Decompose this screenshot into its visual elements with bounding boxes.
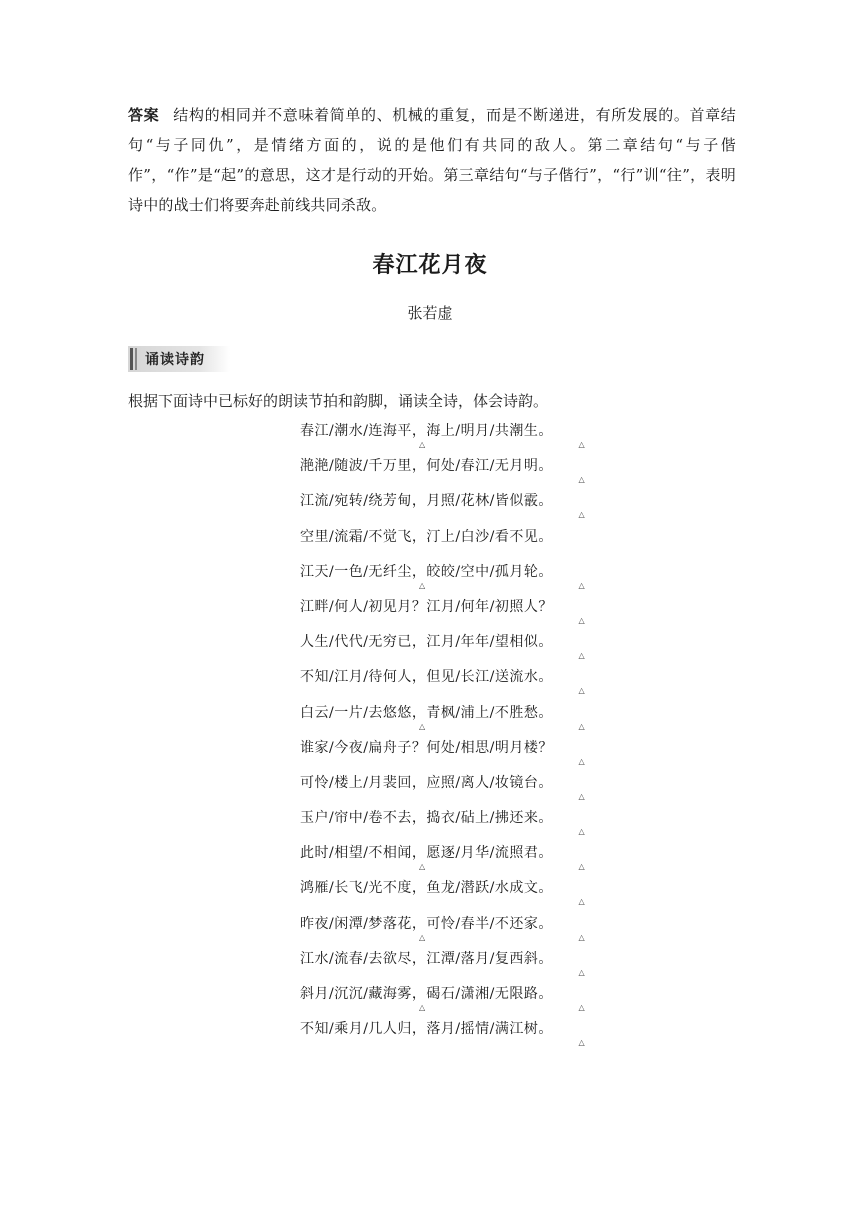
rhyme-mark-icon: △ — [578, 475, 586, 485]
poem-line-text: 空里/流霜/不觉飞，汀上/白沙/看不见。 — [300, 528, 553, 545]
rhyme-mark-icon: △ — [419, 862, 426, 872]
rhyme-mark-icon: △ — [419, 932, 426, 942]
rhyme-mark-icon: △ — [578, 651, 586, 661]
poem-line — [300, 664, 620, 699]
reading-instruction: 根据下面诗中已标好的朗读节拍和韵脚，诵读全诗，体会诗韵。 — [128, 392, 549, 410]
rhyme-mark-icon: △ — [419, 580, 426, 590]
poem-line-text: 谁家/今夜/扁舟子？何处/相思/明月楼？ — [300, 739, 553, 756]
poem-line-text: 不知/江月/待何人，但见/长江/送流水。 — [300, 669, 553, 686]
poem-line — [300, 453, 620, 488]
poem-line — [300, 840, 620, 875]
poem-line-text: 不知/乘月/几人归，落月/摇情/满江树。 — [300, 1021, 553, 1038]
rhyme-mark-icon: △ — [578, 756, 586, 766]
poem-line — [300, 488, 620, 523]
poem-line — [300, 629, 620, 664]
answer-label: 答案 — [128, 106, 160, 124]
rhyme-mark-icon: △ — [578, 967, 586, 977]
answer-paragraph — [128, 100, 736, 220]
poem-title: 春江花月夜 — [372, 253, 488, 278]
poem-line — [300, 735, 620, 770]
poem-line — [300, 1016, 620, 1051]
poem-line — [300, 418, 620, 453]
poem-line-text: 斜月/沉沉/藏海雾，碣石/潇湘/无限路。 — [300, 986, 553, 1002]
poem-line — [300, 559, 620, 594]
poem-line-text: 此时/相望/不相闻，愿逐/月华/流照君。 — [300, 845, 553, 862]
rhyme-mark-icon: △ — [578, 580, 586, 590]
poem-line — [300, 875, 620, 910]
poem-line — [300, 770, 620, 805]
poem-line-text: 春江/潮水/连海平，海上/明月/共潮生。 — [300, 423, 553, 439]
rhyme-mark-icon: △ — [578, 1003, 586, 1012]
poem-line — [300, 594, 620, 629]
rhyme-mark-icon: △ — [578, 862, 586, 872]
rhyme-mark-icon: △ — [578, 791, 586, 801]
poem-body — [300, 418, 620, 1051]
poem-line — [300, 946, 620, 981]
poem-line-text: 江畔/何人/初见月？江月/何年/初照人？ — [300, 598, 553, 615]
poem-line — [300, 524, 620, 559]
rhyme-mark-icon: △ — [578, 1038, 586, 1048]
poem-author: 张若虚 — [407, 304, 453, 322]
section-bars-icon — [130, 348, 137, 370]
poem-line-text: 江流/宛转/绕芳甸，月照/花林/皆似霰。 — [300, 493, 553, 510]
poem-line-text: 鸿雁/长飞/光不度，鱼龙/潜跃/水成文。 — [300, 880, 553, 897]
rhyme-mark-icon: △ — [578, 897, 586, 907]
rhyme-mark-icon: △ — [578, 827, 586, 837]
rhyme-mark-icon: △ — [578, 510, 586, 520]
section-tag — [128, 346, 230, 372]
poem-line-text: 江水/流春/去欲尽，江潭/落月/复西斜。 — [300, 950, 553, 967]
rhyme-mark-icon: △ — [578, 686, 586, 696]
section-tag-label: 诵读诗韵 — [145, 352, 205, 368]
poem-line — [300, 805, 620, 840]
poem-line-text: 可怜/楼上/月裴回，应照/离人/妆镜台。 — [300, 774, 553, 791]
poem-line — [300, 981, 620, 1016]
poem-line-text: 滟滟/随波/千万里，何处/春江/无月明。 — [300, 458, 553, 475]
answer-text: 结构的相同并不意味着简单的、机械的重复，而是不断递进，有所发展的。首章结句“与子同仇”，是情绪方面的，说的是他们有共同的敌人。第二章结句“与子偕作”，“作”是“起”的意思，这才是行动的开始。第三章结句“与子偕行”，“行”训“往”，表明诗中的战士们将要奔赴前线共同杀敌。 — [128, 106, 736, 214]
poem-line-text: 白云/一片/去悠悠，青枫/浦上/不胜愁。 — [300, 704, 553, 721]
poem-line-text: 江天/一色/无纤尘，皎皎/空中/孤月轮。 — [300, 563, 553, 580]
rhyme-mark-icon: △ — [578, 721, 586, 731]
rhyme-mark-icon: △ — [578, 440, 586, 449]
poem-line — [300, 700, 620, 735]
rhyme-mark-icon: △ — [419, 1003, 426, 1012]
poem-line-text: 玉户/帘中/卷不去，捣衣/砧上/拂还来。 — [300, 810, 553, 827]
rhyme-mark-icon: △ — [578, 932, 586, 942]
rhyme-mark-icon: △ — [419, 440, 426, 449]
poem-line — [300, 911, 620, 946]
rhyme-mark-icon: △ — [419, 721, 426, 731]
poem-line-text: 昨夜/闲潭/梦落花，可怜/春半/不还家。 — [300, 915, 553, 932]
rhyme-mark-icon: △ — [578, 615, 586, 625]
poem-line-text: 人生/代代/无穷已，江月/年年/望相似。 — [300, 634, 553, 651]
